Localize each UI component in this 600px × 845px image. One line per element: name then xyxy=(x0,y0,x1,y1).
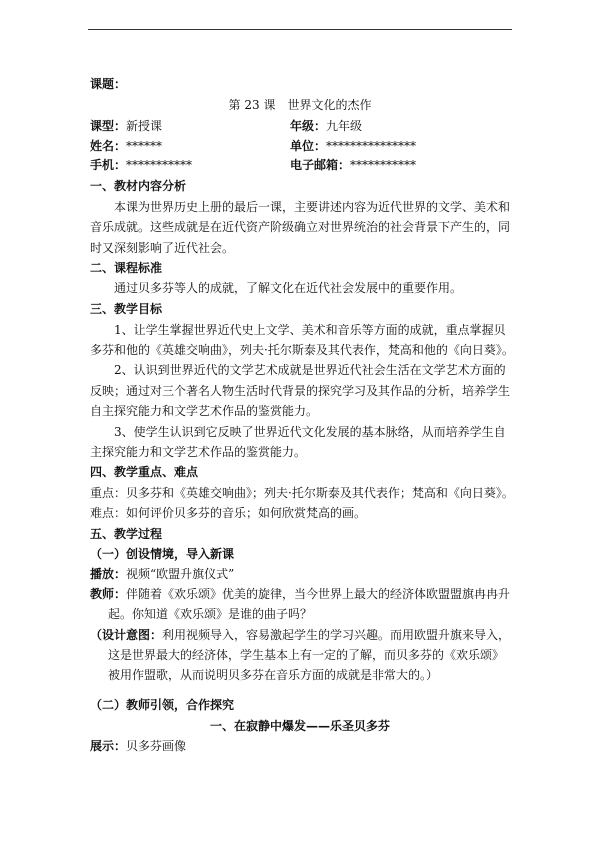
teacher-label: 教师： xyxy=(90,587,127,601)
paragraph-line: 通过贝多芬等人的成就，了解文化在近代社会发展中的重要作用。 xyxy=(114,281,463,295)
paragraph-line: 主探究能力和文学艺术作品的鉴赏能力。 xyxy=(90,445,307,459)
phone-label: 手机： xyxy=(90,158,127,172)
design-label: （设计意图： xyxy=(90,628,163,642)
paragraph-line: 音乐成就。这些成就是在近代资产阶级确立对世界统治的社会背景下产生的，同 xyxy=(90,220,511,234)
info-row-type xyxy=(90,118,162,134)
section-heading: 二、课程标准 xyxy=(90,261,163,275)
show-line xyxy=(90,738,186,754)
type-value: 新授课 xyxy=(126,119,163,133)
unit-value: *************** xyxy=(326,139,417,153)
info-row-unit xyxy=(290,138,416,154)
name-value: ****** xyxy=(126,139,163,153)
email-label: 电子邮箱： xyxy=(290,158,351,172)
paragraph-line: 重点：贝多芬和《英雄交响曲》；列夫·托尔斯泰及其代表作；梵高和《向日葵》。 xyxy=(90,486,514,500)
header-label: 课题： xyxy=(90,77,127,91)
subsection-heading: （二）教师引领，合作探究 xyxy=(90,698,235,712)
design-text: 利用视频导入，容易激起学生的学习兴趣。而用欧盟升旗来导入， xyxy=(162,628,511,642)
type-label: 课型： xyxy=(90,119,127,133)
info-row-email xyxy=(290,157,416,173)
teacher-line xyxy=(90,586,510,602)
teacher-line: 起。你知道《欢乐颂》是谁的曲子吗？ xyxy=(108,607,313,621)
design-line xyxy=(90,627,510,643)
lesson-title: 第 23 课 世界文化的杰作 xyxy=(228,98,372,112)
design-line: 被用作盟歌，从而说明贝多芬在音乐方面的成就是非常大的。） xyxy=(108,668,439,682)
grade-value: 九年级 xyxy=(326,119,363,133)
paragraph-line: 多芬和他的《英雄交响曲》，列夫·托尔斯泰及其代表作，梵高和他的《向日葵》。 xyxy=(90,343,514,357)
email-value: *********** xyxy=(350,158,417,172)
header-rule xyxy=(88,29,512,30)
paragraph-line: 3、使学生认识到它反映了世界近代文化发展的基本脉络，从而培养学生自 xyxy=(114,425,506,439)
show-text: 贝多芬画像 xyxy=(126,739,187,753)
topic-heading: 一、在寂静中爆发——乐圣贝多芬 xyxy=(209,719,390,733)
section-heading: 一、教材内容分析 xyxy=(90,179,187,193)
info-row-phone xyxy=(90,157,192,173)
section-heading: 三、教学目标 xyxy=(90,302,163,316)
paragraph-line: 1、让学生掌握世界近代史上文学、美术和音乐等方面的成就，重点掌握贝 xyxy=(114,323,506,337)
paragraph-line: 难点：如何评价贝多芬的音乐；如何欣赏梵高的画。 xyxy=(90,506,367,520)
teacher-text: 伴随着《欢乐颂》优美的旋律，当今世界上最大的经济体欧盟盟旗冉冉升 xyxy=(126,587,511,601)
paragraph-line: 本课为世界历史上册的最后一课，主要讲述内容为近代世界的文学、美术和 xyxy=(114,200,511,214)
play-line xyxy=(90,566,234,582)
paragraph-line: 时又深刻影响了近代社会。 xyxy=(90,241,235,255)
unit-label: 单位： xyxy=(290,139,327,153)
phone-value: *********** xyxy=(126,158,193,172)
play-text: 视频“欧盟升旗仪式” xyxy=(126,567,235,581)
subsection-heading: （一）创设情境，导入新课 xyxy=(90,547,235,561)
paragraph-line: 2、认识到世界近代的文学艺术成就是世界近代社会生活在文学艺术方面的 xyxy=(114,363,506,377)
info-row-name xyxy=(90,138,162,154)
section-heading: 五、教学过程 xyxy=(90,527,163,541)
show-label: 展示： xyxy=(90,739,127,753)
paragraph-line: 自主探究能力和文学艺术作品的鉴赏能力。 xyxy=(90,404,319,418)
info-row-grade xyxy=(290,118,362,134)
play-label: 播放： xyxy=(90,567,127,581)
paragraph-line: 反映；通过对三个著名人物生活时代背景的探究学习及其作品的分析，培养学生 xyxy=(90,384,511,398)
name-label: 姓名： xyxy=(90,139,127,153)
grade-label: 年级： xyxy=(290,119,327,133)
section-heading: 四、教学重点、难点 xyxy=(90,465,199,479)
design-line: 这是世界最大的经济体，学生基本上有一定的了解，而贝多芬的《欢乐颂》 xyxy=(108,648,505,662)
